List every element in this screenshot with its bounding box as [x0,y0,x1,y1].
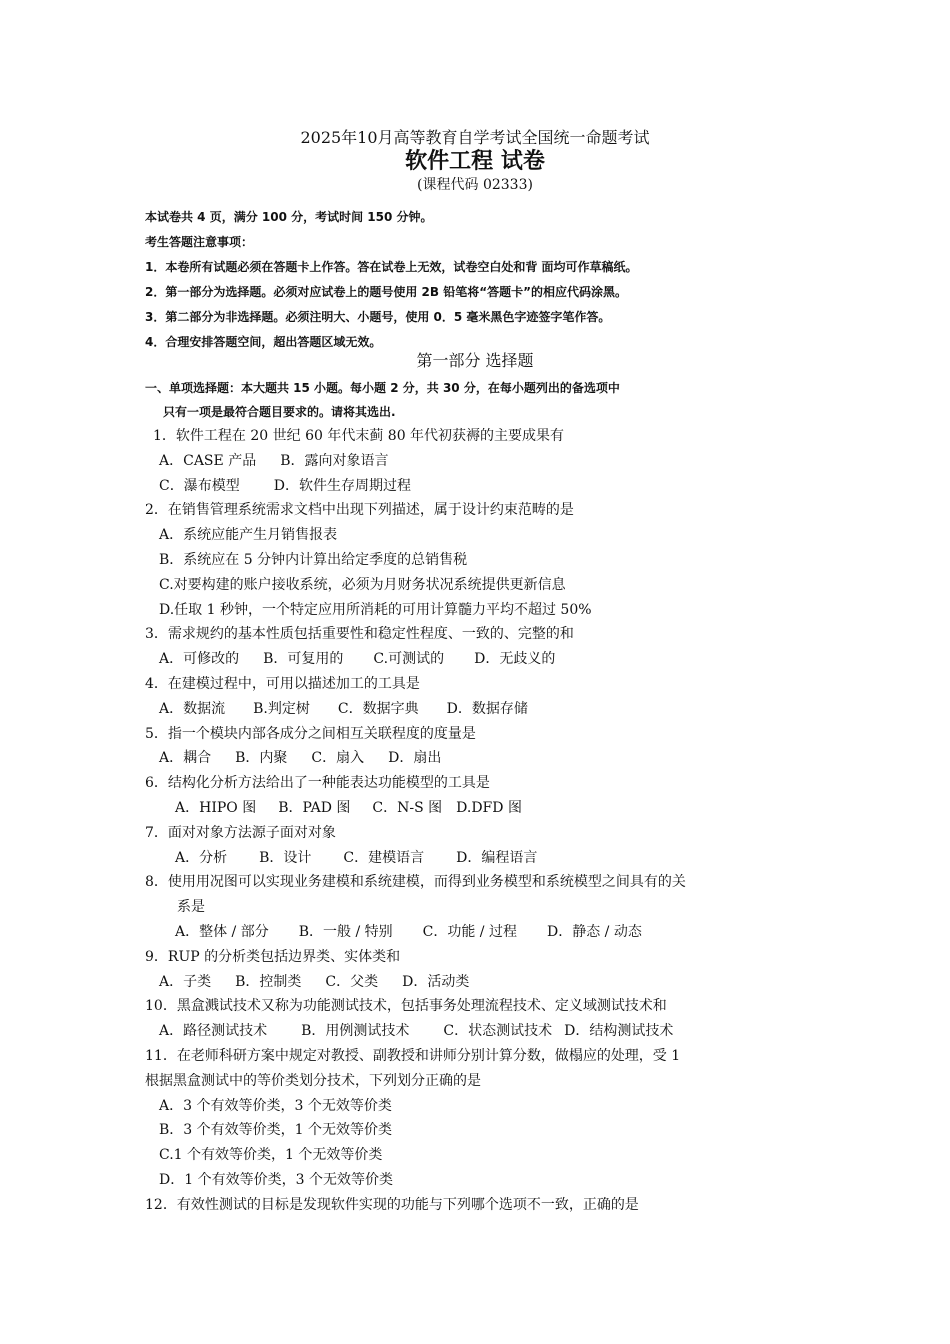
question-9-option-b: B．控制类 [235,973,302,990]
notes-item-1: 1．本卷所有试题必须在答题卡上作答。答在试卷上无效，试卷空白处和背 面均可作草稿纸。 [145,260,638,274]
question-7-option-c: C．建模语言 [343,849,425,866]
question-11-stem: 11．在老师科研方案中规定对教授、副教授和讲师分别计算分数，做榻应的处理，受 1 [145,1047,681,1064]
exam-header [0,128,950,194]
question-8-stem: 8．使用用况图可以实现业务建模和系统建模，而得到业务模型和系统模型之间具有的关 [145,874,686,891]
paper-title: 软件工程 试卷 [405,149,545,174]
question-10-option-c: C．状态测试技术 [443,1023,553,1040]
question-1-option-c: C．瀑布模型 [159,477,240,494]
question-11-option-d: D．1 个有效等价类，3 个无效等价类 [159,1171,393,1188]
notes-heading: 考生答题注意事项： [145,235,254,249]
question-10-options [145,1019,825,1044]
question-3-options [145,647,825,672]
question-7-options [145,846,825,871]
question-8-stem-continued: 系是 [177,899,205,916]
question-11-option-b: B．3 个有效等价类，1 个无效等价类 [159,1122,393,1139]
question-10-option-d: D．结构测试技术 [564,1023,674,1040]
question-5-option-d: D．扇出 [388,750,442,767]
question-9-option-d: D．活动类 [402,973,470,990]
question-9-option-c: C．父类 [325,973,379,990]
question-4-option-a: A．数据流 [159,700,226,717]
question-1-option-d: D．软件生存周期过程 [273,477,411,494]
question-9-options [145,970,825,995]
notes-item-2: 2．第一部分为选择题。必须对应试卷上的题号使用 2B 铅笔将“答题卡”的相应代码涂黑。 [145,285,627,299]
question-5-option-a: A．耦合 [159,750,212,767]
question-9-stem: 9．RUP 的分析类包括边界类、实体类和 [145,948,401,965]
question-8-option-c: C．功能 / 过程 [422,923,517,940]
question-6-options [145,796,825,821]
section-line-2: 只有一项是最符合题目要求的。请将其选出. [163,405,396,419]
question-5-options [145,746,825,771]
exam-notes [145,205,825,355]
question-12-stem: 12．有效性测试的目标是发现软件实现的功能与下列哪个选项不一致，正确的是 [145,1196,639,1213]
question-1-option-a: A．CASE 产品 [159,452,257,469]
question-5-option-c: C．扇入 [311,750,365,767]
question-4-option-d: D．数据存储 [446,700,528,717]
question-3-option-a: A．可修改的 [159,651,240,668]
question-2-option-d: D.任取 1 秒钟，一个特定应用所消耗的可用计算髓力平均不超过 50% [159,601,592,618]
question-1-options-row-1 [145,449,825,474]
question-3-option-d: D．无歧义的 [474,651,556,668]
question-7-option-d: D．编程语言 [456,849,538,866]
question-8-option-d: D．静态 / 动态 [546,923,642,940]
question-4-option-b: B.判定树 [253,700,310,717]
question-4-option-c: C．数据字典 [337,700,419,717]
notes-item-3: 3．第二部分为非选择题。必须注明大、小题号，使用 0．5 毫米黑色字迹签字笔作答。 [145,310,611,324]
question-6-option-c: C．N-S 图 [372,799,443,816]
question-11-option-a: A．3 个有效等价类，3 个无效等价类 [159,1097,392,1114]
question-1-options-row-2 [145,474,825,499]
question-3-stem: 3．需求规约的基本性质包括重要性和稳定性程度、一致的、完整的和 [145,626,574,643]
question-7-option-a: A．分析 [175,849,228,866]
question-3-option-b: B．可复用的 [263,651,344,668]
question-list [145,424,825,1218]
question-10-option-b: B．用例测试技术 [301,1023,410,1040]
question-6-stem: 6．结构化分析方法给出了一种能表达功能模型的工具是 [145,775,490,792]
question-6-option-b: B．PAD 图 [278,799,351,816]
question-1-stem: 1．软件工程在 20 世纪 60 年代末蓟 80 年代初获褥的主要成果有 [153,428,565,444]
question-5-option-b: B．内聚 [235,750,288,767]
question-4-stem: 4．在建模过程中，可用以描述加工的工具是 [145,675,420,692]
section-instructions [145,376,825,424]
notes-summary: 本试卷共 4 页，满分 100 分，考试时间 150 分钟。 [145,210,433,224]
question-11-option-c: C.1 个有效等价类，1 个无效等价类 [159,1147,383,1164]
question-6-option-d: D.DFD 图 [456,799,522,816]
question-10-stem: 10．黑盒溅试技术又称为功能测试技术，包括事务处理流程技术、定义域测试技术和 [145,998,667,1015]
question-5-stem: 5．指一个模块内部各成分之间相互关联程度的度量是 [145,725,476,742]
question-11-stem-continued: 根据黑盒测试中的等价类划分技术，下列划分正确的是 [145,1072,481,1089]
question-9-option-a: A．子类 [159,973,212,990]
question-7-stem: 7．面对对象方法源子面对对象 [145,824,336,841]
question-8-option-b: B．一般 / 特别 [298,923,393,940]
notes-item-4: 4．合理安排答题空间，超出答题区域无效。 [145,335,382,349]
question-8-options [145,920,825,945]
question-1-option-b: B．露向对象语言 [280,452,389,469]
question-4-options [145,697,825,722]
question-2-option-c: C.对要构建的账户接收系统，必须为月财务状况系统提供更新信息 [159,576,566,593]
course-code: (课程代码 02333) [417,177,533,193]
question-10-option-a: A．路径测试技术 [159,1023,268,1040]
question-8-option-a: A．整体 / 部分 [175,923,269,940]
question-3-option-c: C.可测试的 [373,651,445,668]
section-line-1: 一、单项选择题：本大题共 15 小题。每小题 2 分，共 30 分，在每小题列出的备选项中 [145,381,620,395]
question-2-stem: 2．在销售管理系统需求文档中出现下列描述，属于设计约束范畴的是 [145,502,574,519]
part-title: 第一部分 选择题 [416,351,534,370]
exam-session-line: 2025年10月高等教育自学考试全国统一命题考试 [300,128,650,147]
question-6-option-a: A．HIPO 图 [175,799,257,816]
question-2-option-a: A．系统应能产生月销售报表 [159,527,338,544]
question-7-option-b: B．设计 [259,849,312,866]
question-2-option-b: B．系统应在 5 分钟内计算出给定季度的总销售税 [159,551,468,568]
